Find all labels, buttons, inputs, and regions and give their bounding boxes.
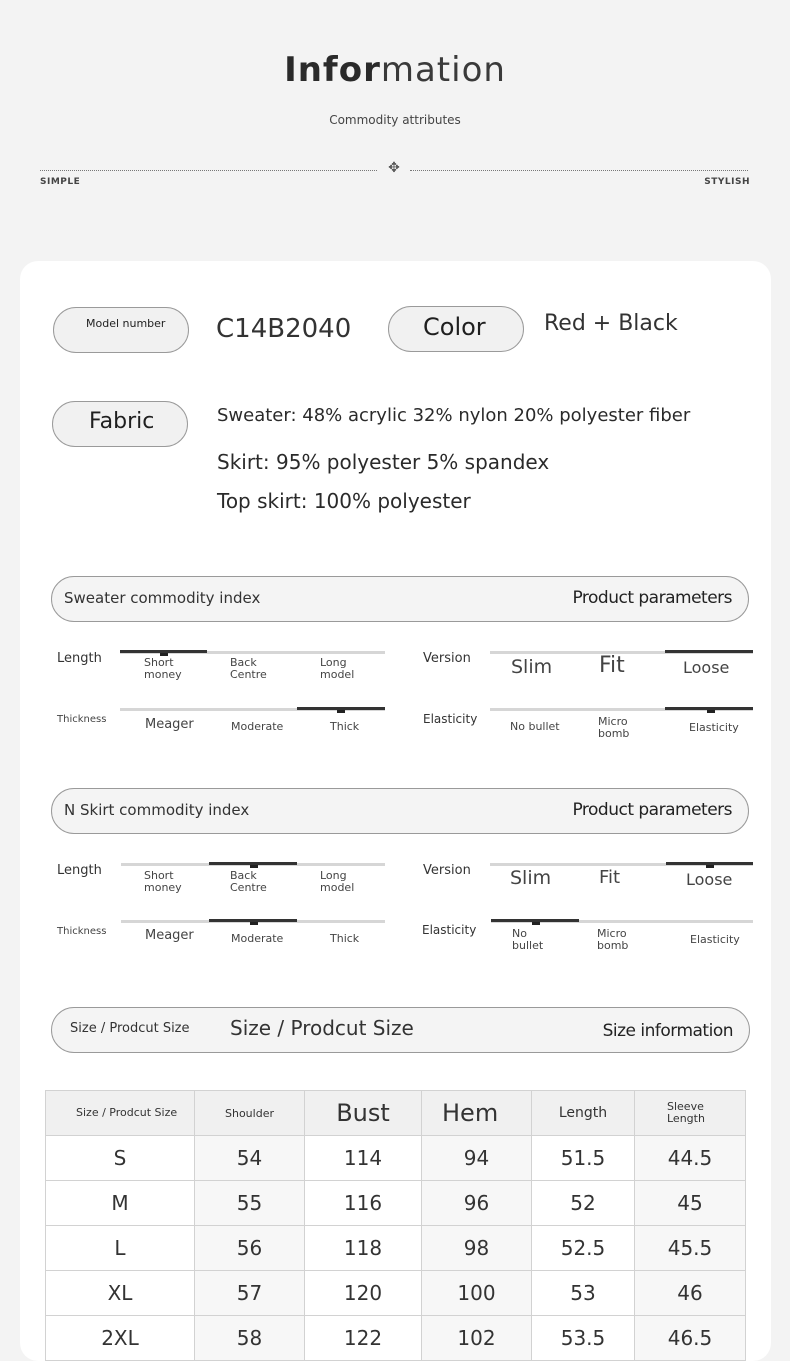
sweater-version-label: Version: [423, 651, 471, 666]
divider-left: [40, 170, 377, 171]
cell-hem: 94: [422, 1136, 532, 1181]
sweater-length-label: Length: [57, 651, 102, 666]
cell-length: 51.5: [532, 1136, 635, 1181]
right-tag: STYLISH: [704, 177, 750, 187]
skirt-elasticity-opt-1: No bullet: [512, 927, 544, 952]
skirt-thickness-opt-3: Thick: [330, 932, 360, 945]
cell-sleeve-length: 45.5: [635, 1226, 746, 1271]
sweater-length-opt-2: Back Centre: [230, 656, 267, 681]
skirt-thickness-selected: [209, 919, 297, 922]
color-label-pill: [388, 306, 524, 352]
table-row: [46, 1136, 746, 1181]
cell-length: 52: [532, 1181, 635, 1226]
cell-size: M: [46, 1181, 195, 1226]
table-row: [46, 1316, 746, 1361]
cell-hem: 98: [422, 1226, 532, 1271]
sweater-elasticity-label: Elasticity: [423, 712, 478, 726]
cell-bust: 118: [305, 1226, 422, 1271]
cell-length: 53: [532, 1271, 635, 1316]
cell-sleeve-length: 45: [635, 1181, 746, 1226]
title-light: mation: [380, 50, 506, 90]
fabric-label-pill: [52, 401, 188, 447]
skirt-elasticity-selected: [491, 919, 579, 922]
cell-bust: 122: [305, 1316, 422, 1361]
sweater-elasticity-opt-2: Micro bomb: [598, 715, 630, 740]
sweater-thickness-selected: [297, 707, 385, 710]
cell-sleeve-length: 46: [635, 1271, 746, 1316]
skirt-version-selected: [666, 862, 753, 865]
size-info-header: [51, 1007, 750, 1053]
cell-bust: 114: [305, 1136, 422, 1181]
model-value: C14B2040: [216, 314, 352, 344]
skirt-length-selected: [209, 862, 297, 865]
cell-shoulder: 56: [195, 1226, 305, 1271]
divider-right: [410, 170, 748, 171]
cell-length: 52.5: [532, 1226, 635, 1271]
page-subtitle: Commodity attributes: [329, 113, 461, 127]
skirt-length-label: Length: [57, 863, 102, 878]
sweater-version-opt-1: Slim: [511, 656, 553, 678]
cell-length: 53.5: [532, 1316, 635, 1361]
fabric-label: Fabric: [89, 409, 155, 434]
header-sleeve-length: Sleeve Length: [635, 1091, 746, 1136]
skirt-version-label: Version: [423, 863, 471, 878]
skirt-index-header: [51, 788, 749, 834]
skirt-version-opt-2: Fit: [599, 867, 621, 888]
table-row: [46, 1226, 746, 1271]
fabric-line-3: Top skirt: 100% polyester: [217, 489, 471, 513]
cell-shoulder: 57: [195, 1271, 305, 1316]
cell-bust: 120: [305, 1271, 422, 1316]
sweater-thickness-opt-3: Thick: [330, 720, 360, 733]
skirt-version-opt-1: Slim: [510, 867, 552, 889]
header-length: Length: [532, 1091, 635, 1136]
header-shoulder: Shoulder: [195, 1091, 305, 1136]
cell-sleeve-length: 44.5: [635, 1136, 746, 1181]
skirt-length-opt-2: Back Centre: [230, 869, 267, 894]
size-info-small-label: Size / Prodcut Size: [70, 1021, 190, 1036]
skirt-version-opt-3: Loose: [686, 870, 733, 889]
page-title: [0, 50, 790, 90]
skirt-elasticity-label: Elasticity: [422, 923, 477, 937]
color-value: Red + Black: [544, 311, 678, 336]
size-info-right: Size information: [602, 1021, 733, 1041]
sweater-version-opt-2: Fit: [599, 653, 625, 678]
cell-hem: 100: [422, 1271, 532, 1316]
header-bust: Bust: [305, 1091, 422, 1136]
cell-hem: 96: [422, 1181, 532, 1226]
skirt-thickness-label: Thickness: [57, 926, 107, 937]
fabric-line-2: Skirt: 95% polyester 5% spandex: [217, 450, 550, 474]
cell-shoulder: 58: [195, 1316, 305, 1361]
skirt-length-opt-3: Long model: [320, 869, 355, 894]
cell-sleeve-length: 46.5: [635, 1316, 746, 1361]
cell-size: L: [46, 1226, 195, 1271]
sweater-thickness-opt-1: Meager: [145, 717, 194, 732]
sweater-elasticity-selected: [665, 707, 753, 710]
title-bold: Infor: [284, 50, 381, 90]
fabric-line-1: Sweater: 48% acrylic 32% nylon 20% polyester fiber: [217, 405, 691, 426]
skirt-length-opt-1: Short money: [144, 869, 182, 894]
sweater-length-opt-1: Short money: [144, 656, 182, 681]
model-label-pill: [53, 307, 189, 353]
model-label: Model number: [86, 317, 166, 330]
cell-bust: 116: [305, 1181, 422, 1226]
color-label: Color: [423, 313, 486, 341]
sweater-length-opt-3: Long model: [320, 656, 355, 681]
sweater-index-title: Sweater commodity index: [64, 589, 261, 607]
cell-size: XL: [46, 1271, 195, 1316]
skirt-index-params: Product parameters: [572, 800, 732, 820]
skirt-index-title: N Skirt commodity index: [64, 801, 250, 819]
sweater-index-header: [51, 576, 749, 622]
skirt-thickness-opt-2: Moderate: [231, 932, 284, 945]
sweater-elasticity-opt-1: No bullet: [510, 720, 560, 733]
ornament-icon: ✥: [388, 160, 400, 176]
cell-shoulder: 55: [195, 1181, 305, 1226]
table-row: [46, 1271, 746, 1316]
cell-shoulder: 54: [195, 1136, 305, 1181]
size-table: [45, 1090, 746, 1361]
header-hem: Hem: [422, 1091, 532, 1136]
skirt-elasticity-opt-3: Elasticity: [690, 933, 740, 946]
cell-size: S: [46, 1136, 195, 1181]
sweater-length-selected: [120, 650, 207, 653]
sweater-thickness-label: Thickness: [57, 714, 107, 725]
sweater-thickness-opt-2: Moderate: [231, 720, 284, 733]
skirt-elasticity-opt-2: Micro bomb: [597, 927, 629, 952]
size-table-header-row: [46, 1091, 746, 1136]
skirt-thickness-opt-1: Meager: [145, 928, 194, 943]
left-tag: SIMPLE: [40, 177, 81, 187]
table-row: [46, 1181, 746, 1226]
sweater-index-params: Product parameters: [572, 588, 732, 608]
cell-size: 2XL: [46, 1316, 195, 1361]
cell-hem: 102: [422, 1316, 532, 1361]
size-info-title: Size / Prodcut Size: [230, 1016, 414, 1040]
header-size: Size / Prodcut Size: [46, 1091, 195, 1136]
sweater-version-opt-3: Loose: [683, 658, 730, 677]
sweater-elasticity-opt-3: Elasticity: [689, 721, 739, 734]
sweater-version-selected: [665, 650, 753, 653]
